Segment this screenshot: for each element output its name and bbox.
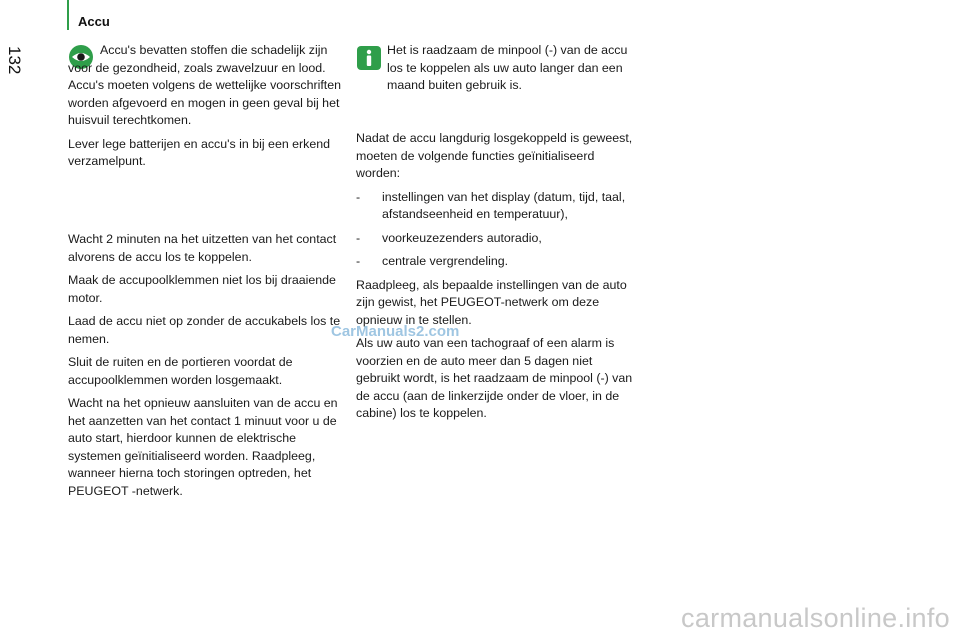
environment-note (68, 42, 342, 177)
initialization-intro: Nadat de accu langdurig losgekoppeld is geweest, moeten de volgende functies geïnitialiseerd worden: (356, 131, 633, 180)
footer-watermark: carmanualsonline.info (681, 603, 950, 633)
list-dash: - (356, 230, 361, 245)
tachograph-paragraph: Als uw auto van een tachograaf of een alarm is voorzien en de auto meer dan 5 dagen niet gebruikt wordt, is het raadzaam de minpool (-) van de accu (aan de linkerzijde onder de vloer, in de cabine) los te koppelen. (356, 336, 633, 420)
instruction-list (68, 231, 342, 506)
section-accent-bar (67, 0, 69, 30)
instruction-item: Laad de accu niet op zonder de accukabels los te nemen. (68, 314, 341, 346)
section-title: Accu (78, 14, 110, 29)
reset-settings-paragraph: Raadpleeg, als bepaalde instellingen van de auto zijn gewist, het PEUGEOT-netwerk om deze opnieuw in te stellen. (356, 277, 627, 327)
environment-note-recycle: Lever lege batterijen en accu's in bij een erkend verzamelpunt. (68, 136, 331, 168)
instruction-item: Sluit de ruiten en de portieren voordat de accupoolklemmen worden losgemaakt. (68, 355, 293, 387)
info-icon (356, 45, 382, 71)
list-dash: - (356, 189, 361, 204)
instruction-item: Wacht na het opnieuw aansluiten van de accu en het aanzetten van het contact 1 minuut voor u de auto start, hierdoor kunnen de elektrische systemen geïnitialiseerd worden. Raadpleeg, wanneer hierna toch storingen optreden, het PEUGEOT -netwerk. (68, 396, 338, 498)
list-item (356, 189, 636, 224)
initialization-section (356, 130, 636, 429)
instruction-item: Wacht 2 minuten na het uitzetten van het contact alvorens de accu los te koppelen. (68, 232, 337, 264)
list-item-text: voorkeuzezenders autoradio, (382, 230, 542, 245)
page-number: 132 (5, 46, 24, 75)
list-item-text: centrale vergrendeling. (382, 254, 509, 268)
list-item-text: instellingen van het display (datum, tijd, taal, afstandseenheid en temperatuur), (382, 189, 626, 221)
info-note-text: Het is raadzaam de minpool (-) van de accu los te koppelen als uw auto langer dan een maand buiten gebruik is. (387, 43, 628, 92)
environment-note-text: Accu's bevatten stoffen die schadelijk zijn voor de gezondheid, zoals zwavelzuur en lood. Accu's moeten volgens de wettelijke voorschriften worden afgevoerd en mogen in geen geval bij het huisvuil terechtkomen. (68, 43, 342, 127)
list-item (356, 230, 636, 248)
instruction-item: Maak de accupoolklemmen niet los bij draaiende motor. (68, 273, 336, 305)
list-item (356, 253, 636, 271)
overlay-watermark: CarManuals2.com (331, 323, 460, 340)
list-dash: - (356, 254, 361, 268)
